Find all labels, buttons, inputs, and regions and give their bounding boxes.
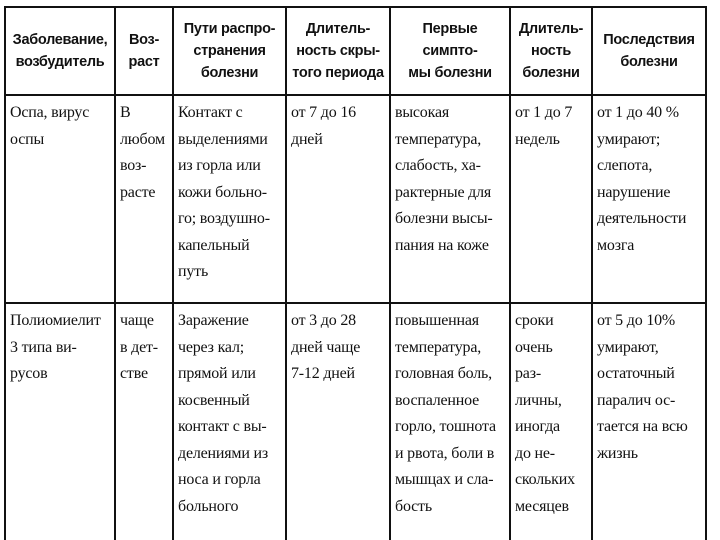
cell-transmission: Контакт с выделениями из горла или кожи больно- го; воздушно- капельный путь xyxy=(173,95,286,303)
cell-age: В любом воз- расте xyxy=(115,95,173,303)
header-disease: Заболевание, возбудитель xyxy=(5,7,115,95)
cell-duration: сроки очень раз- личны, иногда до не- скольких месяцев xyxy=(510,303,592,540)
cell-incubation: от 3 до 28 дней чаще 7-12 дней xyxy=(286,303,390,540)
table-row xyxy=(5,303,706,540)
cell-disease: Оспа, вирус оспы xyxy=(5,95,115,303)
cell-age: чаще в дет- стве xyxy=(115,303,173,540)
table-header-row xyxy=(5,7,706,95)
cell-incubation: от 7 до 16 дней xyxy=(286,95,390,303)
cell-disease: Полиомиелит 3 типа ви- русов xyxy=(5,303,115,540)
header-incubation: Длитель- ность скры- того периода xyxy=(286,7,390,95)
header-symptoms: Первые симпто- мы болезни xyxy=(390,7,510,95)
disease-table xyxy=(4,6,707,540)
cell-symptoms: повышенная температура, головная боль, воспаленное горло, тошнота и рвота, боли в мышцах и сла- бость xyxy=(390,303,510,540)
header-consequences: Последствия болезни xyxy=(592,7,706,95)
header-duration: Длитель- ность болезни xyxy=(510,7,592,95)
header-age: Воз- раст xyxy=(115,7,173,95)
cell-consequences: от 5 до 10% умирают, остаточный паралич ос- тается на всю жизнь xyxy=(592,303,706,540)
cell-transmission: Заражение через кал; прямой или косвенный контакт с вы- делениями из носа и горла больного xyxy=(173,303,286,540)
cell-duration: от 1 до 7 недель xyxy=(510,95,592,303)
table-row xyxy=(5,95,706,303)
cell-symptoms: высокая температура, слабость, ха- рактерные для болезни высы- пания на коже xyxy=(390,95,510,303)
cell-consequences: от 1 до 40 % умирают; слепота, нарушение деятельности мозга xyxy=(592,95,706,303)
header-transmission: Пути распро- странения болезни xyxy=(173,7,286,95)
